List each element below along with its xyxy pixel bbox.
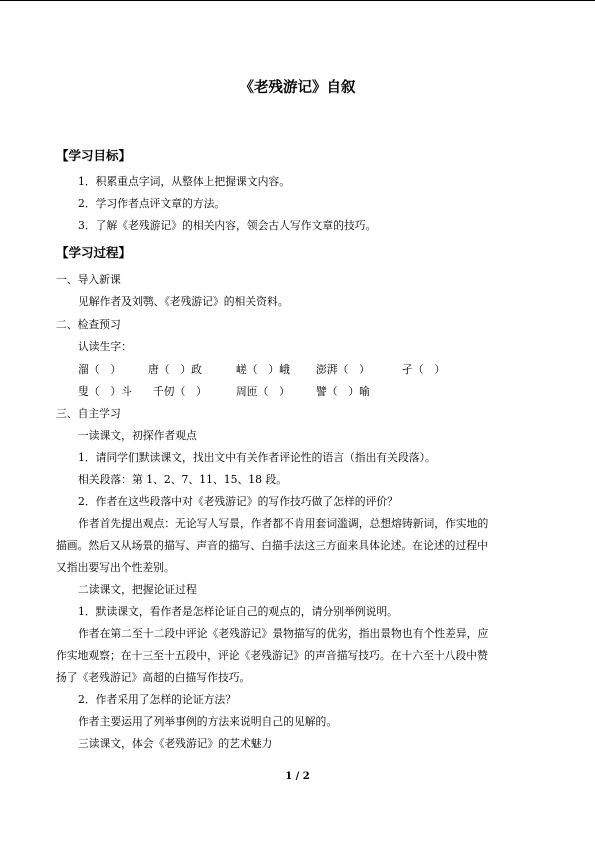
paragraph: 1．默读课文，看作者是怎样论证自己的观点的，请分别举例说明。 <box>78 605 398 618</box>
vocab-item: 叟（ ）斗 <box>78 385 132 398</box>
vocab-item: 譬（ ）喻 <box>316 385 370 398</box>
vocab-item: 澎湃（ ） <box>316 363 370 376</box>
paragraph: 又指出要写出个性差别。 <box>56 561 175 574</box>
paragraph: 描画。然后又从场景的描写、声音的描写、白描手法这三方面来具体论述。在论述的过程中 <box>56 539 488 552</box>
paragraph: 作者主要运用了列举事例的方法来说明自己的见解的。 <box>78 715 338 728</box>
paragraph: 1．请同学们默读课文，找出文中有关作者评论性的语言（指出有关段落）。 <box>78 451 436 464</box>
paragraph: 三读课文，体会《老残游记》的艺术魅力 <box>78 737 273 750</box>
goal-item: 2．学习作者点评文章的方法。 <box>78 197 226 210</box>
vocab-item: 千仞（ ） <box>153 385 207 398</box>
paragraph: 扬了《老残游记》高超的白描写作技巧。 <box>56 671 251 684</box>
paragraph: 一读课文，初探作者观点 <box>78 429 197 442</box>
vocab-item: 周匝（ ） <box>236 385 290 398</box>
page-title: 《老残游记》自叙 <box>239 80 356 96</box>
paragraph: 相关段落：第 1、2、7、11、15、18 段。 <box>78 473 288 486</box>
paragraph: 认读生字： <box>78 340 132 353</box>
goal-item: 3．了解《老残游记》的相关内容，领会古人写作文章的技巧。 <box>78 219 377 232</box>
paragraph: 二读课文，把握论证过程 <box>78 583 197 596</box>
paragraph: 作者首先提出观点：无论写人写景，作者都不肯用套词滥调，总想熔铸新词，作实地的 <box>78 517 489 530</box>
vocab-item: 溜（ ） <box>78 363 122 376</box>
paragraph: 2．作者在这些段落中对《老残游记》的写作技巧做了怎样的评价？ <box>78 495 398 508</box>
paragraph: 见解作者及刘鹗、《老残游记》的相关资料。 <box>78 295 289 308</box>
goal-item: 1．积累重点字词，从整体上把握课文内容。 <box>78 175 291 188</box>
part-heading: 三、自主学习 <box>56 407 121 420</box>
section-heading-process: 【学习过程】 <box>56 245 132 260</box>
top-rule <box>0 0 595 1</box>
section-heading-goals: 【学习目标】 <box>56 148 132 163</box>
vocab-item: 孑（ ） <box>402 363 446 376</box>
part-heading: 一、导入新课 <box>56 273 121 286</box>
paragraph: 作实地观察；在十三至十五段中，评论《老残游记》的声音描写技巧。在十六至十八段中赞 <box>56 649 488 662</box>
vocab-item: 嵯（ ）峨 <box>236 363 290 376</box>
vocab-item: 唐（ ）政 <box>148 363 202 376</box>
part-heading: 二、检查预习 <box>56 318 121 331</box>
page-number: 1 / 2 <box>285 771 310 782</box>
paragraph: 作者在第二至十二段中评论《老残游记》景物描写的优劣，指出景物也有个性差异，应 <box>78 627 489 640</box>
paragraph: 2．作者采用了怎样的论证方法？ <box>78 693 237 706</box>
